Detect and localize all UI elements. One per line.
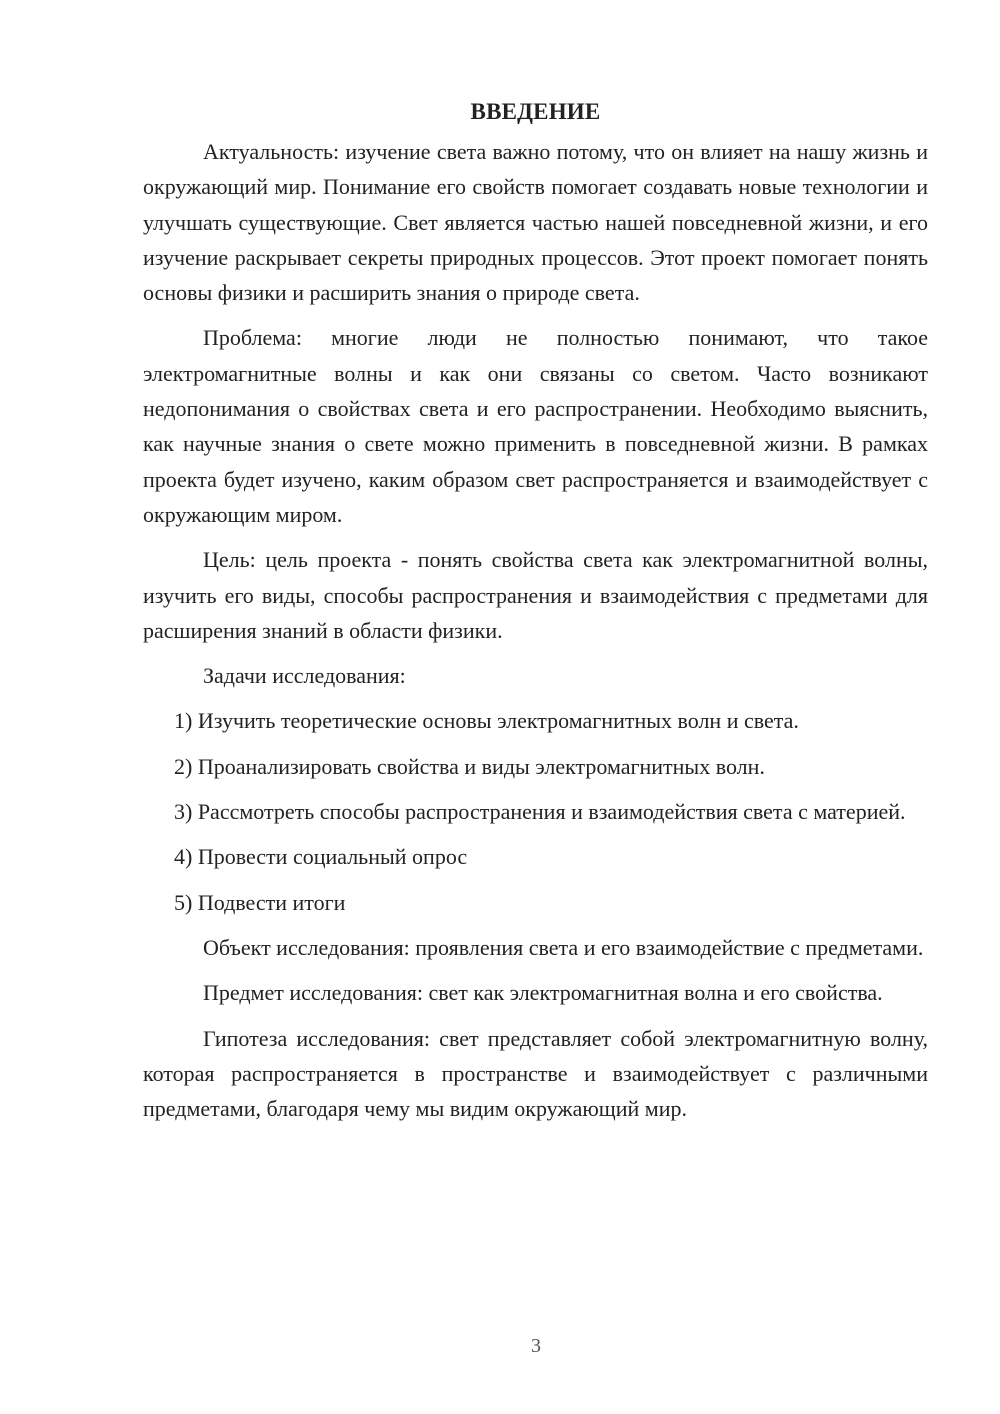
section-title: ВВЕДЕНИЕ — [470, 99, 601, 124]
page-number: 3 — [531, 1335, 541, 1357]
paragraph-goal: Цель: цель проекта - понять свойства света как электромагнитной волны, изучить его виды, способы распространения и взаимодействия с предметами для расширения знаний в области физики. — [143, 547, 928, 643]
task-item-3: 3) Рассмотреть способы распространения и взаимодействия света с материей. — [174, 799, 906, 825]
tasks-heading: Задачи исследования: — [203, 663, 406, 689]
paragraph-object: Объект исследования: проявления света и его взаимодействие с предметами. — [203, 934, 924, 960]
task-item-2: 2) Проанализировать свойства и виды электромагнитных волн. — [174, 753, 765, 779]
task-item-5: 5) Подвести итоги — [174, 889, 346, 915]
paragraph-problem: Проблема: многие люди не полностью понимают, что такое электромагнитные волны и как они связаны со светом. Часто возникают недопонимания о свойствах света и его распространении. Необходимо выяснить, как научные знания о свете можно применить в повседневной жизни. В рамках проекта будет изучено, каким образом свет распространяется и взаимодействует с окружающим миром. — [143, 325, 928, 527]
document-body — [143, 94, 928, 1126]
paragraph-relevance: Актуальность: изучение света важно потому, что он влияет на нашу жизнь и окружающий мир. Понимание его свойств помогает создавать новые технологии и улучшать существующие. Свет является частью нашей повседневной жизни, и его изучение раскрывает секреты природных процессов. Этот проект помогает понять основы физики и расширить знания о природе света. — [143, 139, 928, 306]
paragraph-subject: Предмет исследования: свет как электромагнитная волна и его свойства. — [203, 980, 883, 1006]
task-item-4: 4) Провести социальный опрос — [174, 844, 468, 870]
paragraph-hypothesis: Гипотеза исследования: свет представляет собой электромагнитную волну, которая распространяется в пространстве и взаимодействует с различными предметами, благодаря чему мы видим окружающий мир. — [143, 1025, 928, 1122]
task-item-1: 1) Изучить теоретические основы электромагнитных волн и света. — [174, 708, 799, 734]
